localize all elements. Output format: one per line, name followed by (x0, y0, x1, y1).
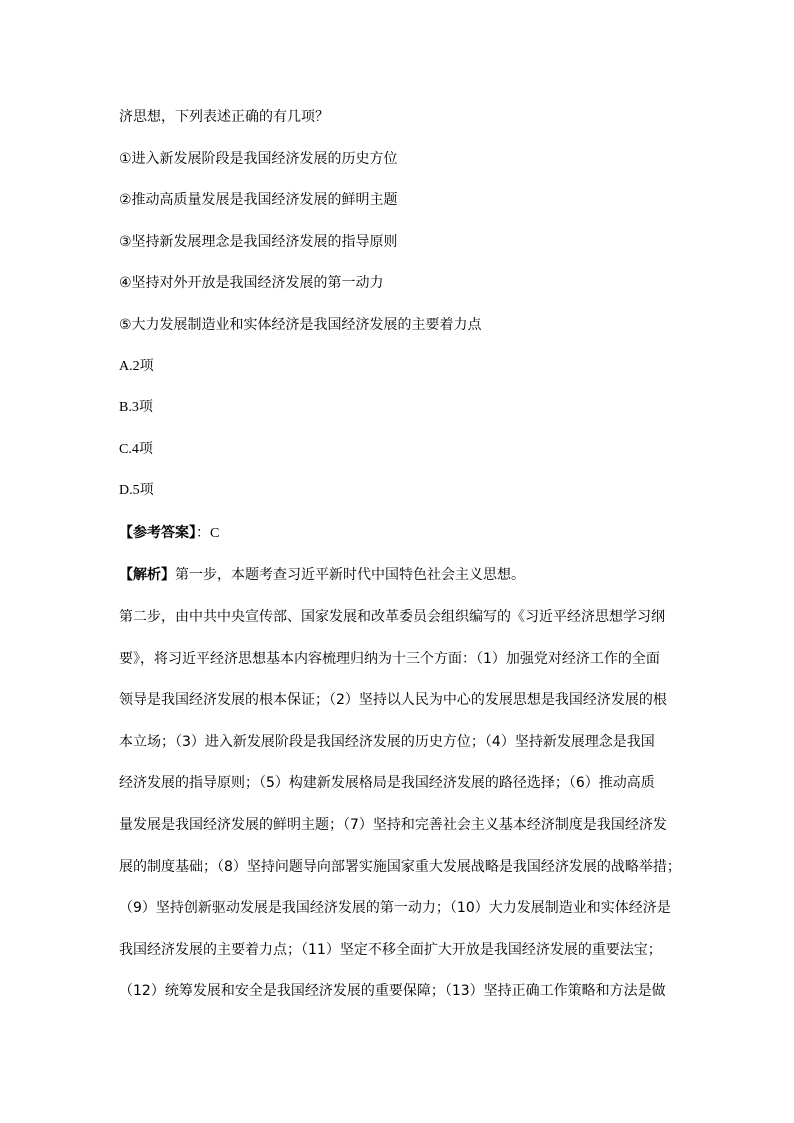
statement-3: ③坚持新发展理念是我国经济发展的指导原则 (119, 234, 398, 250)
statement-4: ④坚持对外开放是我国经济发展的第一动力 (119, 275, 384, 291)
analysis-line: 经济发展的指导原则；（5）构建新发展格局是我国经济发展的路径选择；（6）推动高质 (119, 775, 655, 791)
option-a: A.2项 (119, 359, 154, 374)
analysis-first-line (119, 566, 525, 584)
answer-separator: ： (196, 525, 210, 541)
analysis-line: 第二步，由中共中央宣传部、国家发展和改革委员会组织编写的《习近平经济思想学习纲 (119, 609, 665, 625)
option-d: D.5项 (119, 483, 154, 498)
analysis-line: 领导是我国经济发展的根本保证；（2）坚持以人民为中心的发展思想是我国经济发展的根 (119, 692, 667, 708)
analysis-first-text: 第一步，本题考查习近平新时代中国特色社会主义思想。 (175, 567, 525, 583)
analysis-line: 展的制度基础；（8）坚持问题导向部署实施国家重大发展战略是我国经济发展的战略举措； (119, 859, 681, 875)
answer-label: 【参考答案】 (119, 525, 196, 541)
analysis-line: （12）统筹发展和安全是我国经济发展的重要保障；（13）坚持正确工作策略和方法是做 (119, 983, 666, 999)
option-c: C.4项 (119, 442, 153, 457)
statement-2: ②推动高质量发展是我国经济发展的鲜明主题 (119, 192, 398, 208)
analysis-line: 要》，将习近平经济思想基本内容梳理归纳为十三个方面：（1）加强党对经济工作的全面 (119, 651, 660, 667)
statement-5: ⑤大力发展制造业和实体经济是我国经济发展的主要着力点 (119, 317, 482, 333)
question-stem: 济思想，下列表述正确的有几项？ (119, 109, 329, 125)
answer-value: C (210, 526, 220, 541)
option-b: B.3项 (119, 400, 153, 415)
analysis-line: 量发展是我国经济发展的鲜明主题；（7）坚持和完善社会主义基本经济制度是我国经济发 (119, 817, 667, 833)
answer-line (119, 524, 219, 543)
statement-1: ①进入新发展阶段是我国经济发展的历史方位 (119, 151, 398, 167)
analysis-line: 本立场；（3）进入新发展阶段是我国经济发展的历史方位；（4）坚持新发展理念是我国 (119, 734, 655, 750)
analysis-line: （9）坚持创新驱动发展是我国经济发展的第一动力；（10）大力发展制造业和实体经济是 (119, 900, 671, 916)
analysis-line: 我国经济发展的主要着力点；（11）坚定不移全面扩大开放是我国经济发展的重要法宝； (119, 942, 662, 958)
analysis-label: 【解析】 (119, 567, 175, 583)
